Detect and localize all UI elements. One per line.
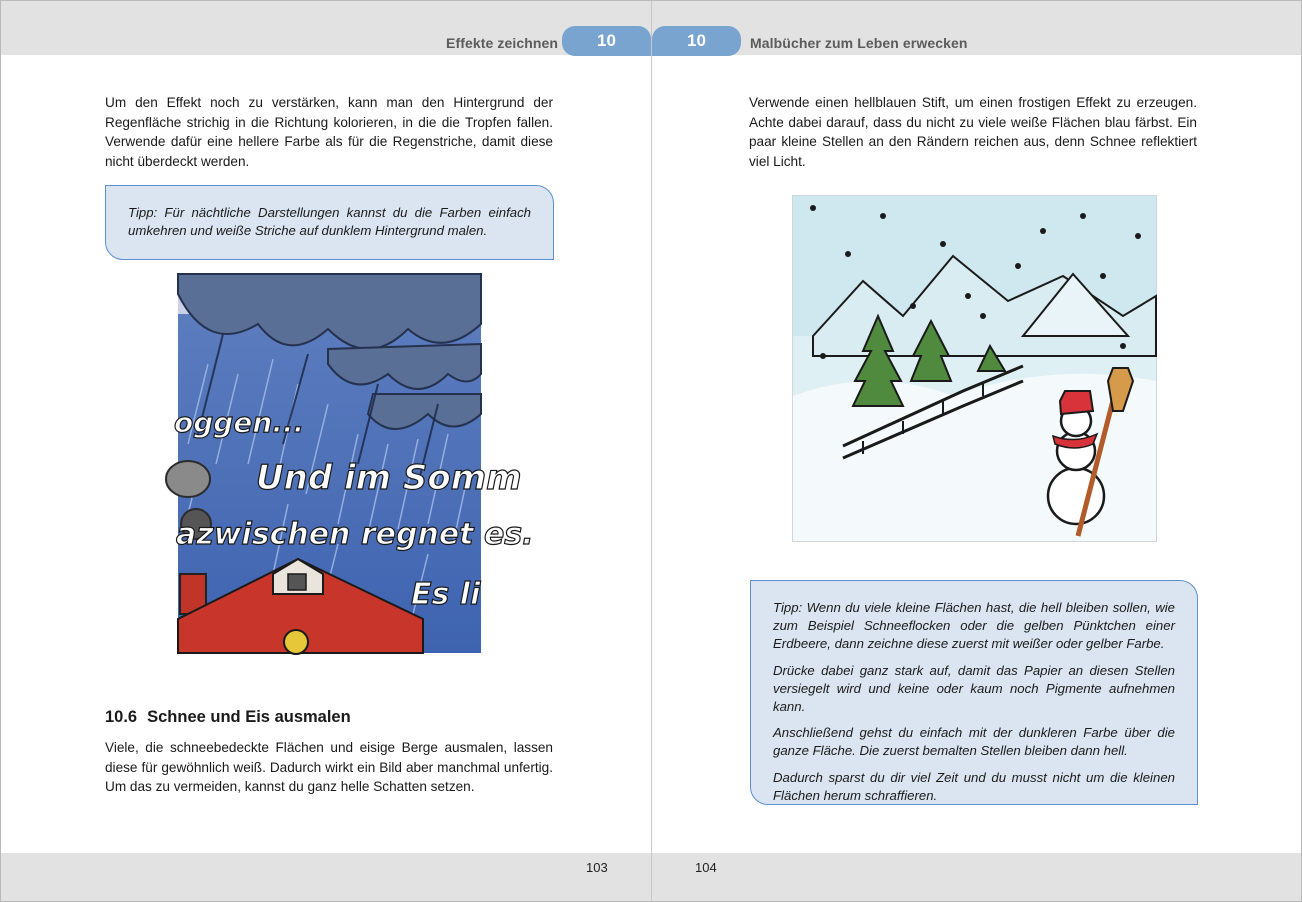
section-title: Schnee und Eis ausmalen xyxy=(147,708,351,726)
section-number: 10.6 xyxy=(105,708,138,726)
right-chapter-tab: 10 xyxy=(652,26,741,56)
winter-illustration-art xyxy=(793,196,1156,541)
winter-illustration xyxy=(792,195,1157,542)
right-tip-box xyxy=(750,580,1198,805)
right-running-head: Malbücher zum Leben erwecken xyxy=(750,35,968,51)
left-tip-box xyxy=(105,185,554,260)
rain-text-line-1: oggen... xyxy=(174,406,305,439)
section-heading xyxy=(105,708,351,727)
left-footer-band xyxy=(1,853,651,901)
left-page-number: 103 xyxy=(586,860,608,875)
right-page xyxy=(652,1,1301,901)
rain-illustration-art xyxy=(174,274,534,653)
right-tip-paragraph-3: Anschließend gehst du einfach mit der dunkleren Farbe über die ganze Fläche. Die zuerst bemalten Stellen bleiben dann hell. xyxy=(773,725,1175,759)
rain-text-line-2: Und im Somm xyxy=(256,458,522,498)
right-page-number: 104 xyxy=(695,860,717,875)
right-intro-paragraph: Verwende einen hellblauen Stift, um einen frostigen Effekt zu erzeugen. Achte dabei darauf, dass du nicht zu viele weiße Flächen blau färbst. Ein paar kleine Stellen an den Rändern reichen aus, denn Schnee reflektiert viel Licht. xyxy=(749,95,1197,169)
right-tip-paragraph-4: Dadurch sparst du dir viel Zeit und du musst nicht um die kleinen Flächen herum schraffieren. xyxy=(773,769,1175,803)
rain-text-line-4: Es li xyxy=(411,577,481,612)
right-tip-paragraph-1: Tipp: Wenn du viele kleine Flächen hast, die hell bleiben sollen, wie zum Beispiel Schneeflocken oder die gelben Pünktchen einer Erdbeere, dann zeichne diese zuerst mit weißer oder gelber Farbe. xyxy=(773,600,1175,652)
left-tip-text: Tipp: Für nächtliche Darstellungen kannst du die Farben einfach umkehren und weiße Striche auf dunklem Hintergrund malen. xyxy=(128,205,531,239)
rain-illustration xyxy=(174,274,534,653)
left-chapter-tab: 10 xyxy=(562,26,651,56)
section-paragraph: Viele, die schneebedeckte Flächen und eisige Berge ausmalen, lassen diese für gewöhnlich weiß. Dadurch wirkt ein Bild aber manchmal unfertig. Um das zu vermeiden, kannst du ganz helle Schatten setzen. xyxy=(105,740,553,794)
left-running-head: Effekte zeichnen xyxy=(446,35,559,51)
right-footer-band xyxy=(652,853,1301,901)
left-page xyxy=(1,1,651,901)
rain-text-line-3: azwischen regnet es. xyxy=(176,517,534,552)
left-intro-paragraph: Um den Effekt noch zu verstärken, kann man den Hintergrund der Regenfläche strichig in die Richtung kolorieren, in die die Tropfen fallen. Verwende dafür eine hellere Farbe als für die Regenstriche, damit diese nicht überdeckt werden. xyxy=(105,95,553,169)
right-tip-paragraph-2: Drücke dabei ganz stark auf, damit das Papier an diesen Stellen versiegelt wird und keine oder kaum noch Pigmente aufnehmen kann. xyxy=(773,662,1175,715)
